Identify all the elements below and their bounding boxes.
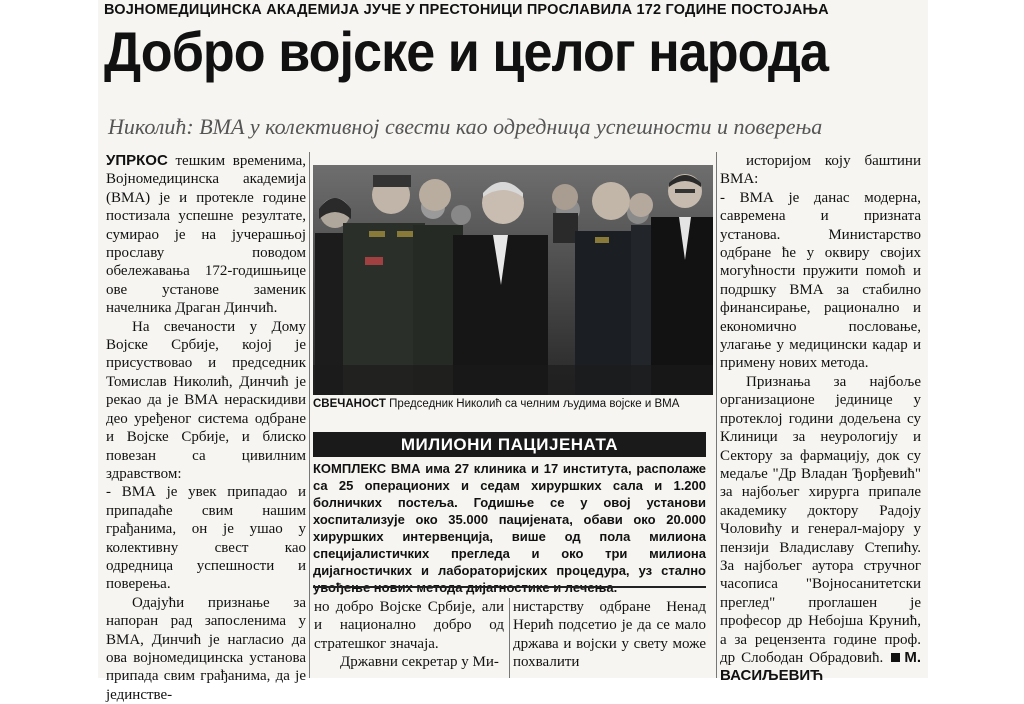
box-text: има 27 клиника и 17 института, располаже са 25 операционих и седам хируршких сала и 1.200 болничких постеља. Годишње се у овој установи хоспитализује око 35.000 пацијената, обави око 20.000 хируршких интервенција, више од пола милиона специјалистичких прегледа и око три милиона дијагностичких и лабораторијских процедура, уз стално — [313, 461, 706, 578]
paragraph: Одајући признање за напоран рад запосленима у ВМА, Динчић је нагласио да ова војномедицинска установа припада свим грађанима, да је јединстве- — [106, 594, 306, 703]
kicker: ВОЈНОМЕДИЦИНСКА АКАДЕМИЈА ЈУЧЕ У ПРЕСТОНИЦИ ПРОСЛАВИЛА 172 ГОДИНЕ ПОСТОЈАЊА — [104, 2, 829, 18]
paragraph: - ВМА је данас модерна, савремена и призната установа. Министарство одбране ће у оквиру својих могућности пружити помоћ и подршку ВМА за стабилно финансирање, рационално и економично пословање, улагање у медицински кадар и примену нових метода. — [720, 189, 921, 372]
paragraph: На свечаности у Дому Војске Србије, којој је присуствовао и председник Томислав Николић, Динчић је рекао да је ВМА нераскидиви део уређеног система одбране и Војске Србије, и блиско повезан са цивилним здравством: — [106, 318, 306, 482]
paragraph: Државни секретар у Ми- — [340, 654, 499, 671]
article-column-1 — [106, 152, 306, 704]
ceremony-photo-image — [313, 165, 713, 395]
paragraph-text: Признања за најбоље организационе јединице у протеклој години додељена су Клиници за неурологију и Сектору за фармацију, док су медаље "Др Владан Ђорђевић" за најбољег хирурга припале академику доктору Радоју Чоловићу и генерал-мајору у пензији Владиславу Степићу. За најбољег аутора стручног часописа "Војносанитетски преглед" проглашен је професор др Небојша Крунић, а за рецензента године проф. др Слободан Обрадовић. — [720, 373, 921, 666]
paragraph — [720, 373, 921, 686]
paragraph: историјом коју баштини ВМА: — [720, 153, 921, 188]
subheadline: Николић: ВМА у колективној свести као одредница успешности и поверења — [108, 114, 823, 139]
photo-caption — [313, 398, 713, 410]
ceremony-photo — [313, 165, 713, 395]
article-column-3 — [513, 598, 706, 672]
paragraph-text: тешким временима, Војномедицинска академија (ВМА) је и протекле године постизала успешне резултате, сумирао је на јучерашњој прославу поводом обележавања 172-годишњице ове установе заменик начелника Драган Динчић. — [106, 153, 306, 317]
caption-text: Председник Николић са челним људима војске и ВМА — [385, 398, 680, 410]
box-lead: КОМПЛЕКС ВМА — [313, 461, 421, 476]
headline: Добро војске и целог народа — [104, 20, 829, 83]
lead-word: УПРКОС — [106, 152, 168, 169]
newspaper-page — [98, 0, 928, 703]
caption-lead: СВЕЧАНОСТ — [313, 398, 386, 410]
column-divider — [716, 152, 717, 678]
column-divider — [309, 152, 310, 678]
paragraph: - ВМА је увек припадао и припадаће свим нашим грађанима, он је ушао у колективну свест као одредница успешности и поверења. — [106, 484, 306, 593]
paragraph: нистарству одбране Ненад Нерић подсетио је да се мало држава и војски у свету може похвалити — [513, 599, 706, 671]
box-title: МИЛИОНИ ПАЦИЈЕНАТА — [313, 432, 706, 457]
paragraph: но добро Војске Србије, али и национално добро од стратешког значаја. — [314, 599, 504, 652]
box-bottom-rule — [313, 586, 706, 588]
article-column-4 — [720, 152, 921, 686]
article-column-2 — [314, 598, 504, 672]
box-body — [313, 460, 706, 596]
column-divider — [509, 598, 510, 678]
paragraph — [106, 152, 306, 318]
end-square-icon — [891, 653, 900, 662]
byline: М. ВАСИЉЕВИЋ — [720, 648, 921, 685]
